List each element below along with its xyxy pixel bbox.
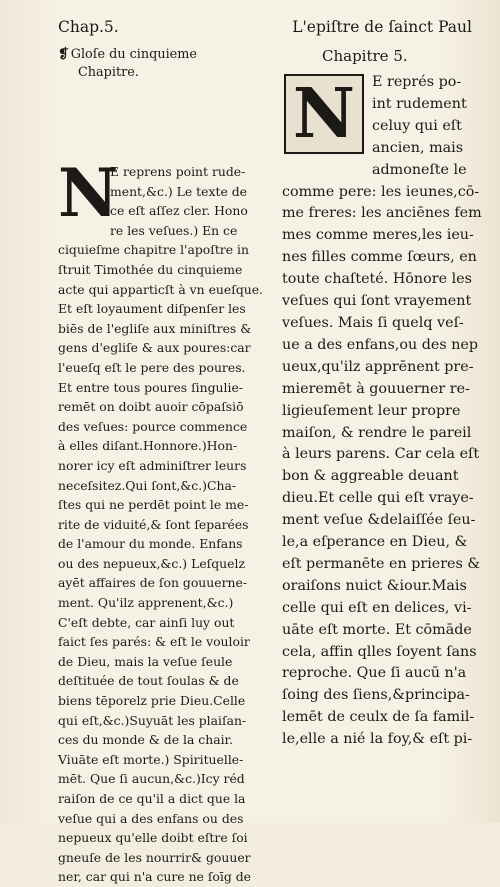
chapter-line: admoneſte le [372,161,467,178]
gloss-column [58,46,266,885]
gloss-line: rite de viduité,& ſont ſeparées [58,516,249,532]
chapter-line: ue a des enfans,ou des nep [282,336,479,353]
chapter-line: me freres: les anciēnes fem [282,205,482,222]
chapter-line: veſues. Mais ſi quelq veſ- [282,314,464,331]
chapter-line: E représ po- [372,74,462,90]
gloss-line: ou des nepueux,&c.) Leſquelz [58,555,245,571]
gloss-line: gens d'egliſe & aux poures:car [58,340,251,356]
gloss-line: biēs de l'egliſe aux miniſtres & [58,320,252,336]
gloss-body [58,154,266,887]
chapter-line: le,a eſperance en Dieu, & [282,534,468,551]
chapter-line: celle qui eſt en delices, vi- [282,599,472,616]
chapter-title: Chapitre 5. [322,47,408,65]
gloss-line: raiſon de ce qu'il a dict que la [58,791,246,806]
chapter-line: lemēt de ceulx de ſa famil- [282,709,475,726]
chapter-line: int rudement [372,95,467,112]
chapter-line: ligieuſement leur propre [282,402,461,419]
chapter-line: comme pere: les ieunes,cō- [282,183,480,200]
gloss-line: ce eſt aſſez cler. Hono [110,203,248,219]
chapter-line: mieremēt à gouuerner re- [282,380,470,397]
gloss-line: Viuāte eſt morte.) Spirituelle- [58,751,244,767]
gloss-line: ſtruit Timothée du cinquieme [58,261,243,277]
chapter-line: nes filles comme ſœurs, en [282,249,477,266]
gloss-heading-line: Chapitre. [78,64,139,80]
gloss-heading-line: Gloſe du cinquieme [70,47,197,62]
gloss-line: gneuſe de les nourrir& gouuer [58,849,251,865]
gloss-line: faict ſes parés: & eſt le vouloir [58,634,250,650]
gloss-line: re les veſues.) En ce [110,222,238,238]
gloss-line: de l'amour du monde. Enfans [58,536,243,552]
gloss-line: ſtes qui ne perdēt point le me- [58,497,249,513]
chapter-line: cela, affin qlles ſoyent ſans [282,643,477,660]
running-title: L'epiſtre de ſainct Paul [292,18,472,36]
gloss-line: deſtituée de tout ſoulas & de [58,673,239,689]
gloss-line: l'eueſq eſt le pere des poures. [58,359,246,375]
chapter-line: veſues qui ſont vrayement [282,293,472,310]
chapter-column [282,46,482,748]
chapter-line: le,elle a nié la foy,& eſt pi- [282,731,473,748]
gloss-line: ces du monde & de la chair. [58,732,234,748]
chapter-line: maiſon, & rendre le pareil [282,424,472,441]
gloss-line: C'eſt debte, car ainſi luy out [58,614,235,630]
gloss-line: E reprens point rude- [110,164,246,179]
chapter-line: reproche. Que ſi aucū n'a [282,665,467,682]
gloss-line: norer icy eſt adminiſtrer leurs [58,457,247,473]
gloss-line: Et eſt loyaument diſpenſer les [58,301,246,317]
gloss-line: Et entre tous poures ſingulie- [58,379,243,395]
gloss-line: ner, car qui n'a cure ne ſoīg de [58,869,251,885]
chapter-line: ment veſue &delaiſſée ſeu- [282,512,476,529]
gloss-line: ciquieſme chapitre l'apoſtre in [58,242,249,258]
woodcut-letter: N [292,74,356,154]
gloss-heading [58,46,266,81]
chapter-line: eſt permanēte en prieres & [282,555,481,572]
chapter-line: toute chaſteté. Hōnore les [282,271,472,288]
gloss-line: ayēt affaires de ſon gouuerne- [58,575,248,591]
gloss-line: mēt. Que ſi aucun,&c.)Icy réd [58,771,245,787]
chapter-line: oraiſons nuict &iour.Mais [282,577,467,594]
gloss-line: remēt on doibt auoir cōpaſsiō [58,399,244,415]
chapter-line: ſoing des ſiens,&principa- [282,687,470,704]
chapter-line: à leurs parens. Car cela eſt [282,446,480,463]
gloss-line: ment. Qu'ilz apprenent,&c.) [58,595,234,611]
gloss-line: de Dieu, mais la veſue ſeule [58,653,233,669]
gloss-line: ment,&c.) Le texte de [110,183,247,199]
gloss-line: neceſsitez.Qui ſont,&c.)Cha- [58,477,237,493]
gloss-line: acte qui apparticſt à vn eueſque. [58,281,263,297]
gloss-line: veſue qui a des enfans ou des [58,810,244,826]
chapter-line: uāte eſt morte. Et cōmāde [282,621,472,638]
chapter-line: ueux,qu'ilz apprēnent pre- [282,358,474,375]
chapter-line: dieu.Et celle qui eſt vraye- [282,490,474,507]
gloss-line: biens tēporelz prie Dieu.Celle [58,693,246,709]
gloss-line: nepueux qu'elle doibt eſtre ſoi [58,830,248,846]
chapter-line: bon & aggreable deuant [282,468,459,485]
chapter-line: celuy qui eſt [372,117,462,134]
pilcrow-icon: ❡ [58,47,69,62]
gloss-drop-cap: N [58,154,119,232]
chapter-line: mes comme meres,les ieu- [282,227,474,244]
chapter-line: ancien, mais [372,139,464,156]
gloss-line: à elles diſant.Honnore.)Hon- [58,438,238,454]
chapter-number: Chap.5. [58,18,119,36]
chapter-body [282,72,492,751]
gloss-line: qui eſt,&c.)Suyuāt les plaiſan- [58,712,247,728]
gloss-line: des veſues: pource commence [58,418,248,434]
